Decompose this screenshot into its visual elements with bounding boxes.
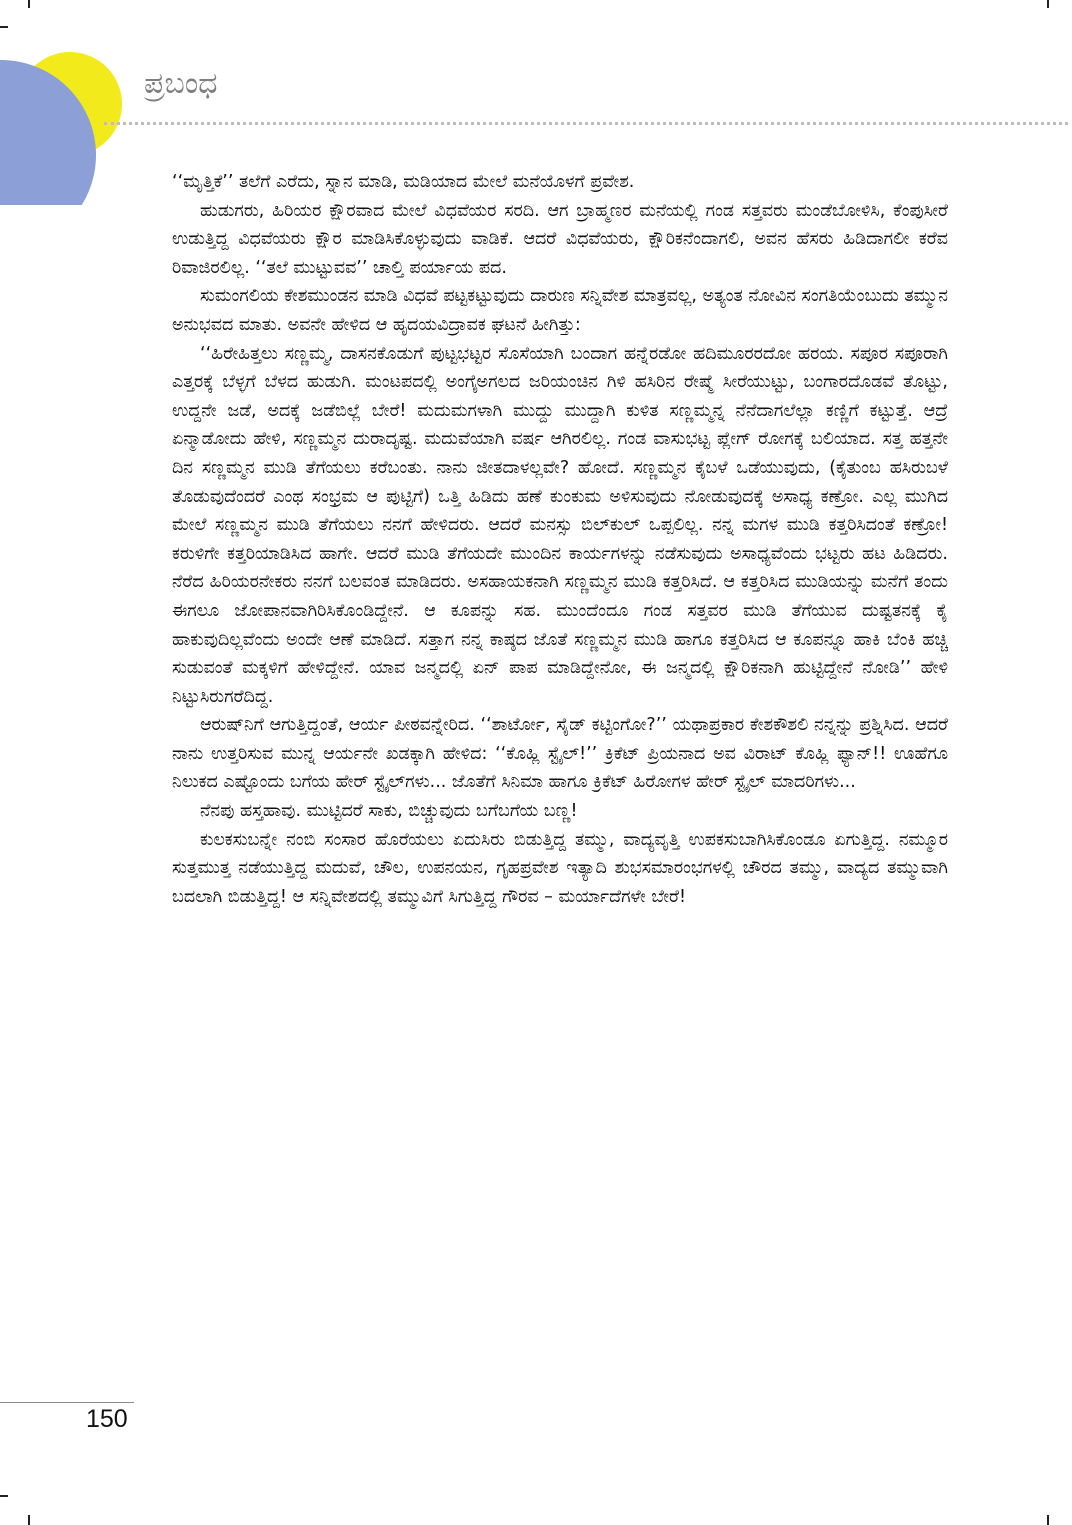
- section-title: ಪ್ರಬಂಧ: [144, 66, 218, 101]
- crop-mark-top-right: [1047, 0, 1049, 8]
- decorative-blue-circle: [0, 60, 96, 205]
- crop-mark-left-lower: [0, 1495, 8, 1497]
- paragraph: ಕುಲಕಸುಬನ್ನೇ ನಂಬಿ ಸಂಸಾರ ಹೊರೆಯಲು ಏದುಸಿರು ಬಿಡುತ್ತಿದ್ದ ತಮ್ಮು, ವಾದ್ಯವೃತ್ತಿ ಉಪಕಸುಬಾಗಿಸಿಕೊಂಡೂ ಏಗುತ್ತಿದ್ದ. ನಮ್ಮೂರ ಸುತ್ತಮುತ್ತ ನಡೆಯುತ್ತಿದ್ದ ಮದುವೆ, ಚೌಲ, ಉಪನಯನ, ಗೃಹಪ್ರವೇಶ ಇತ್ಯಾದಿ ಶುಭಸಮಾರಂಭಗಳಲ್ಲಿ ಚೌರದ ತಮ್ಮು, ವಾದ್ಯದ ತಮ್ಮುವಾಗಿ ಬದಲಾಗಿ ಬಿಡುತ್ತಿದ್ದ! ಆ ಸನ್ನಿವೇಶದಲ್ಲಿ ತಮ್ಮುವಿಗೆ ಸಿಗುತ್ತಿದ್ದ ಗೌರವ – ಮರ್ಯಾದೆಗಳೇ ಬೇರೆ!: [172, 829, 948, 907]
- footer-divider: [0, 1402, 134, 1403]
- essay-body: [172, 168, 948, 911]
- crop-mark-left-upper: [0, 26, 8, 28]
- paragraph: ‘‘ಹಿರೇಹಿತ್ತಲು ಸಣ್ಣಮ್ಮ, ದಾಸನಕೊಡುಗೆ ಪುಟ್ಟಭಟ್ಟರ ಸೊಸೆಯಾಗಿ ಬಂದಾಗ ಹನ್ನೆರಡೋ ಹದಿಮೂರರದೋ ಹರಯ. ಸಪೂರ ಸಪೂರಾಗಿ ಎತ್ತರಕ್ಕೆ ಬೆಳ್ಳಗೆ ಬೆಳದ ಹುಡುಗಿ. ಮಂಟಪದಲ್ಲಿ ಅಂಗೈಅಗಲದ ಜರಿಯಂಚಿನ ಗಿಳಿ ಹಸಿರಿನ ರೇಷ್ಮೆ ಸೀರೆಯುಟ್ಟು, ಬಂಗಾರದೊಡವೆ ತೊಟ್ಟು, ಉದ್ದನೇ ಜಡೆ, ಅದಕ್ಕೆ ಜಡೆಬಿಲ್ಲೆ ಬೇರೆ! ಮದುಮಗಳಾಗಿ ಮುದ್ದು ಮುದ್ದಾಗಿ ಕುಳಿತ ಸಣ್ಣಮ್ಮನ್ನ ನೆನೆದಾಗಲೆಲ್ಲಾ ಕಣ್ಣಿಗೆ ಕಟ್ಟುತ್ತೆ. ಆದ್ರೆ ಏನ್ಮಾಡೋದು ಹೇಳಿ, ಸಣ್ಣಮ್ಮನ ದುರಾದೃಷ್ಟ. ಮದುವೆಯಾಗಿ ವರ್ಷ ಆಗಿರಲಿಲ್ಲ. ಗಂಡ ವಾಸುಭಟ್ಟ ಪ್ಲೇಗ್ ರೋಗಕ್ಕೆ ಬಲಿಯಾದ. ಸತ್ತ ಹತ್ತನೇ ದಿನ ಸಣ್ಣಮ್ಮನ ಮುಡಿ ತೆಗೆಯಲು ಕರೆಬಂತು. ನಾನು ಜೀತದಾಳಲ್ಲವೇ? ಹೋದೆ. ಸಣ್ಣಮ್ಮನ ಕೈಬಳೆ ಒಡೆಯುವುದು, (ಕೈತುಂಬ ಹಸಿರುಬಳೆ ತೊಡುವುದೆಂದರೆ ಎಂಥ ಸಂಭ್ರಮ ಆ ಪುಟ್ಟಿಗೆ) ಒತ್ತಿ ಹಿಡಿದು ಹಣೆ ಕುಂಕುಮ ಅಳಿಸುವುದು ನೋಡುವುದಕ್ಕೆ ಅಸಾಧ್ಯ ಕಣ್ರೋ. ಎಲ್ಲ ಮುಗಿದ ಮೇಲೆ ಸಣ್ಣಮ್ಮನ ಮುಡಿ ತೆಗೆಯಲು ನನಗೆ ಹೇಳಿದರು. ಆದರೆ ಮನಸ್ಸು ಬಿಲ್‌ಕುಲ್ ಒಪ್ಪಲಿಲ್ಲ. ನನ್ನ ಮಗಳ ಮುಡಿ ಕತ್ತರಿಸಿದಂತೆ ಕಣ್ರೋ! ಕರುಳಿಗೇ ಕತ್ತರಿಯಾಡಿಸಿದ ಹಾಗೇ. ಆದರೆ ಮುಡಿ ತೆಗೆಯದೇ ಮುಂದಿನ ಕಾರ್ಯಗಳನ್ನು ನಡೆಸುವುದು ಅಸಾಧ್ಯವೆಂದು ಭಟ್ಟರು ಹಟ ಹಿಡಿದರು. ನೆರೆದ ಹಿರಿಯರನೇಕರು ನನಗೆ ಬಲವಂತ ಮಾಡಿದರು. ಅಸಹಾಯಕನಾಗಿ ಸಣ್ಣಮ್ಮನ ಮುಡಿ ಕತ್ತರಿಸಿದೆ. ಆ ಕತ್ತರಿಸಿದ ಮುಡಿಯನ್ನು ಮನೆಗೆ ತಂದು ಈಗಲೂ ಜೋಪಾನವಾಗಿರಿಸಿಕೊಂಡಿದ್ದೇನೆ. ಆ ಕೂಪನ್ನು ಸಹ. ಮುಂದೆಂದೂ ಗಂಡ ಸತ್ತವರ ಮುಡಿ ತೆಗೆಯುವ ದುಷ್ಟತನಕ್ಕೆ ಕೈ ಹಾಕುವುದಿಲ್ಲವೆಂದು ಅಂದೇ ಆಣೆ ಮಾಡಿದೆ. ಸತ್ತಾಗ ನನ್ನ ಕಾಷ್ಠದ ಜೊತೆ ಸಣ್ಣಮ್ಮನ ಮುಡಿ ಹಾಗೂ ಕತ್ತರಿಸಿದ ಆ ಕೂಪನ್ನೂ ಹಾಕಿ ಬೆಂಕಿ ಹಚ್ಚಿ ಸುಡುವಂತೆ ಮಕ್ಕಳಿಗೆ ಹೇಳಿದ್ದೇನೆ. ಯಾವ ಜನ್ಮದಲ್ಲಿ ಏನ್ ಪಾಪ ಮಾಡಿದ್ದೇನೋ, ಈ ಜನ್ಮದಲ್ಲಿ ಕ್ಷೌರಿಕನಾಗಿ ಹುಟ್ಟಿದ್ದೇನೆ ನೋಡಿ’’ ಹೇಳಿ ನಿಟ್ಟುಸಿರುಗರೆದಿದ್ದ.: [172, 343, 948, 707]
- paragraph: ಹುಡುಗರು, ಹಿರಿಯರ ಕ್ಷೌರವಾದ ಮೇಲೆ ವಿಧವೆಯರ ಸರದಿ. ಆಗ ಬ್ರಾಹ್ಮಣರ ಮನೆಯಲ್ಲಿ ಗಂಡ ಸತ್ತವರು ಮಂಡೆಬೋಳಿಸಿ, ಕೆಂಪುಸೀರೆ ಉಡುತ್ತಿದ್ದ ವಿಧವೆಯರು ಕ್ಷೌರ ಮಾಡಿಸಿಕೊಳ್ಳುವುದು ವಾಡಿಕೆ. ಆದರೆ ವಿಧವೆಯರು, ಕ್ಷೌರಿಕನೆಂದಾಗಲಿ, ಅವನ ಹೆಸರು ಹಿಡಿದಾಗಲೀ ಕರೆವ ರಿವಾಜಿರಲಿಲ್ಲ. ‘‘ತಲೆ ಮುಟ್ಟುವವ’’ ಚಾಲ್ತಿ ಪರ್ಯಾಯ ಪದ.: [172, 200, 948, 278]
- page-number: 150: [86, 1405, 128, 1433]
- paragraph: ಆರುಷ್‌ನಿಗೆ ಆಗುತ್ತಿದ್ದಂತೆ, ಆರ್ಯ ಪೀಠವನ್ನೇರಿದ. ‘‘ಶಾರ್ಟೋ, ಸೈಡ್ ಕಟ್ಟಿಂಗೋ?’’ ಯಥಾಪ್ರಕಾರ ಕೇಶಕೌಶಲಿ ನನ್ನನ್ನು ಪ್ರಶ್ನಿಸಿದ. ಆದರೆ ನಾನು ಉತ್ತರಿಸುವ ಮುನ್ನ ಆರ್ಯನೇ ಖಡಕ್ಕಾಗಿ ಹೇಳಿದ: ‘‘ಕೊಹ್ಲಿ ಸ್ಟೈಲ್!’’ ಕ್ರಿಕೆಟ್ ಪ್ರಿಯನಾದ ಅವ ವಿರಾಟ್ ಕೊಹ್ಲಿ ಫ್ಯಾನ್!! ಊಹೆಗೂ ನಿಲುಕದ ಎಷ್ಟೊಂದು ಬಗೆಯ ಹೇರ್ ಸ್ಟೈಲ್‌ಗಳು... ಜೊತೆಗೆ ಸಿನಿಮಾ ಹಾಗೂ ಕ್ರಿಕೆಟ್ ಹಿರೋಗಳ ಹೇರ್ ಸ್ಟೈಲ್ ಮಾದರಿಗಳು...: [172, 715, 948, 793]
- paragraph: ‘‘ಮೃತ್ತಿಕೆ’’ ತಲೆಗೆ ಎರೆದು, ಸ್ನಾನ ಮಾಡಿ, ಮಡಿಯಾದ ಮೇಲೆ ಮನೆಯೊಳಗೆ ಪ್ರವೇಶ.: [172, 172, 635, 192]
- dotted-divider: [104, 122, 1068, 125]
- crop-mark-bottom-left: [28, 1515, 30, 1525]
- paragraph: ಸುಮಂಗಲಿಯ ಕೇಶಮುಂಡನ ಮಾಡಿ ವಿಧವೆ ಪಟ್ಟಕಟ್ಟುವುದು ದಾರುಣ ಸನ್ನಿವೇಶ ಮಾತ್ರವಲ್ಲ, ಅತ್ಯಂತ ನೋವಿನ ಸಂಗತಿಯೆಂಬುದು ತಮ್ಮುನ ಅನುಭವದ ಮಾತು. ಅವನೇ ಹೇಳಿದ ಆ ಹೃದಯವಿದ್ರಾವಕ ಘಟನೆ ಹೀಗಿತ್ತು:: [172, 286, 948, 335]
- crop-mark-bottom-right: [1047, 1515, 1049, 1525]
- decorative-blue-circle-clip: [0, 60, 110, 205]
- paragraph: ನೆನಪು ಹಸ್ತಹಾವು. ಮುಟ್ಟಿದರೆ ಸಾಕು, ಬಿಚ್ಚುವುದು ಬಗೆಬಗೆಯ ಬಣ್ಣ!: [200, 801, 578, 822]
- crop-mark-top-left: [28, 0, 30, 8]
